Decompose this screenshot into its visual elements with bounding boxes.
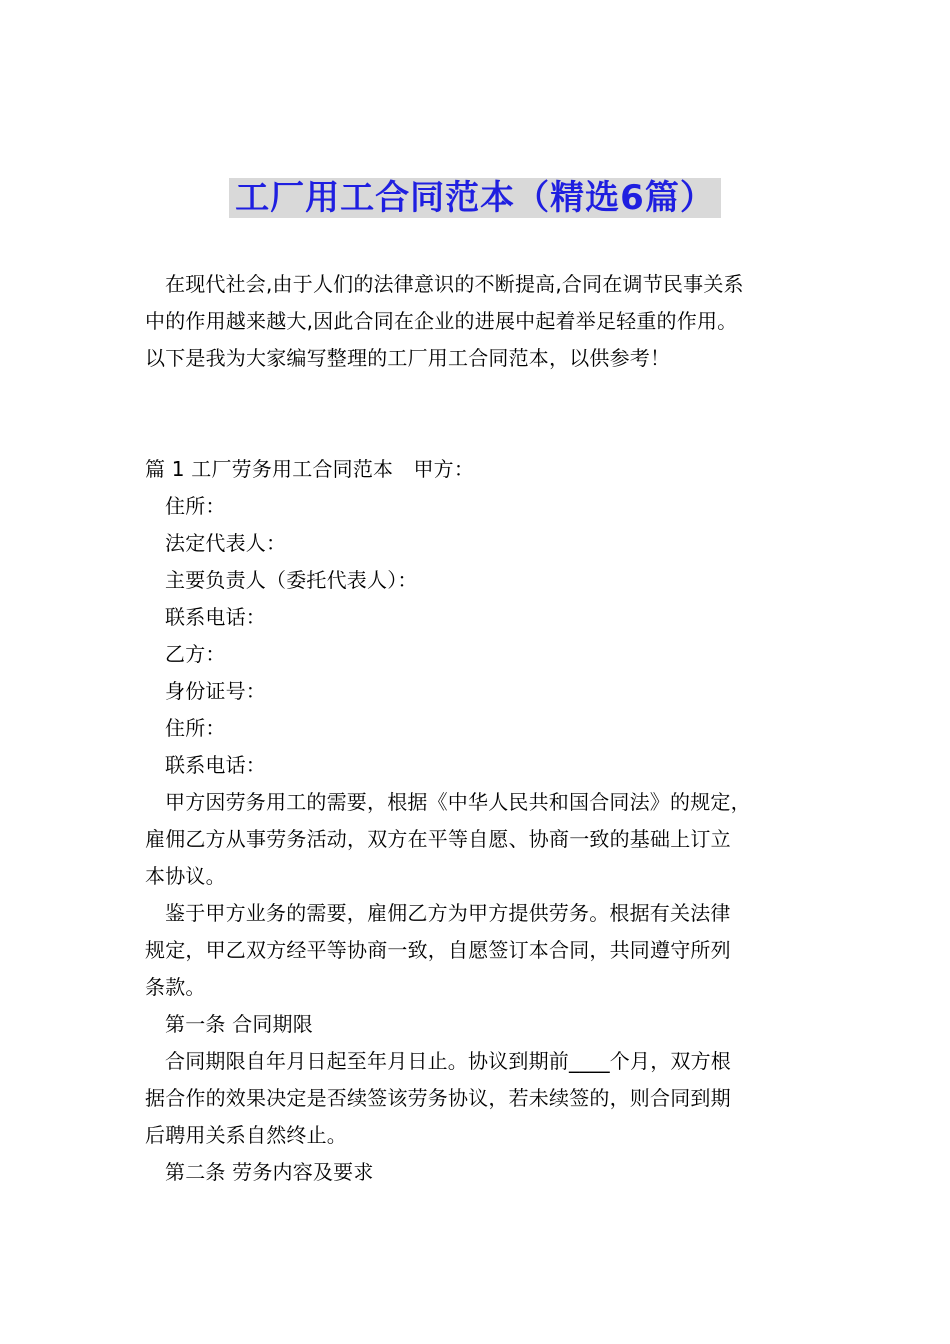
paragraph-line: 规定，甲乙双方经平等协商一致，自愿签订本合同，共同遵守所列 (145, 938, 731, 962)
intro-line: 中的作用越来越大,因此合同在企业的进展中起着举足轻重的作用。 (145, 309, 738, 333)
paragraph-line: 本协议。 (145, 864, 226, 888)
paragraph-line: 雇佣乙方从事劳务活动，双方在平等自愿、协商一致的基础上订立 (145, 827, 731, 851)
field-principal: 主要负责人（委托代表人）： (165, 568, 418, 592)
paragraph-line: 合同期限自年月日起至年月日止。协议到期前____个月，双方根 (165, 1049, 731, 1073)
field-address: 住所： (165, 494, 226, 518)
section-heading: 篇 1 工厂劳务用工合同范本 甲方： (145, 457, 475, 481)
paragraph-line: 甲方因劳务用工的需要，根据《中华人民共和国合同法》的规定， (165, 790, 751, 814)
document-title: 工厂用工合同范本（精选6篇） (229, 178, 721, 218)
paragraph-line: 后聘用关系自然终止。 (145, 1123, 347, 1147)
intro-paragraph (145, 266, 744, 377)
field-phone: 联系电话： (165, 605, 266, 629)
paragraph-line: 鉴于甲方业务的需要，雇佣乙方为甲方提供劳务。根据有关法律 (165, 901, 731, 925)
article-heading: 第一条 合同期限 (165, 1012, 313, 1036)
field-address-b: 住所： (165, 716, 226, 740)
field-id-number: 身份证号： (165, 679, 266, 703)
article-heading: 第二条 劳务内容及要求 (165, 1160, 374, 1184)
field-phone-b: 联系电话： (165, 753, 266, 777)
paragraph-line: 条款。 (145, 975, 206, 999)
contract-body (145, 451, 751, 1191)
intro-line: 以下是我为大家编写整理的工厂用工合同范本，以供参考！ (145, 346, 671, 370)
field-party-b: 乙方： (165, 642, 226, 666)
paragraph-line: 据合作的效果决定是否续签该劳务协议，若未续签的，则合同到期 (145, 1086, 731, 1110)
intro-line: 在现代社会,由于人们的法律意识的不断提高,合同在调节民事关系 (165, 272, 744, 296)
field-legal-representative: 法定代表人： (165, 531, 287, 555)
title-container (0, 178, 950, 218)
